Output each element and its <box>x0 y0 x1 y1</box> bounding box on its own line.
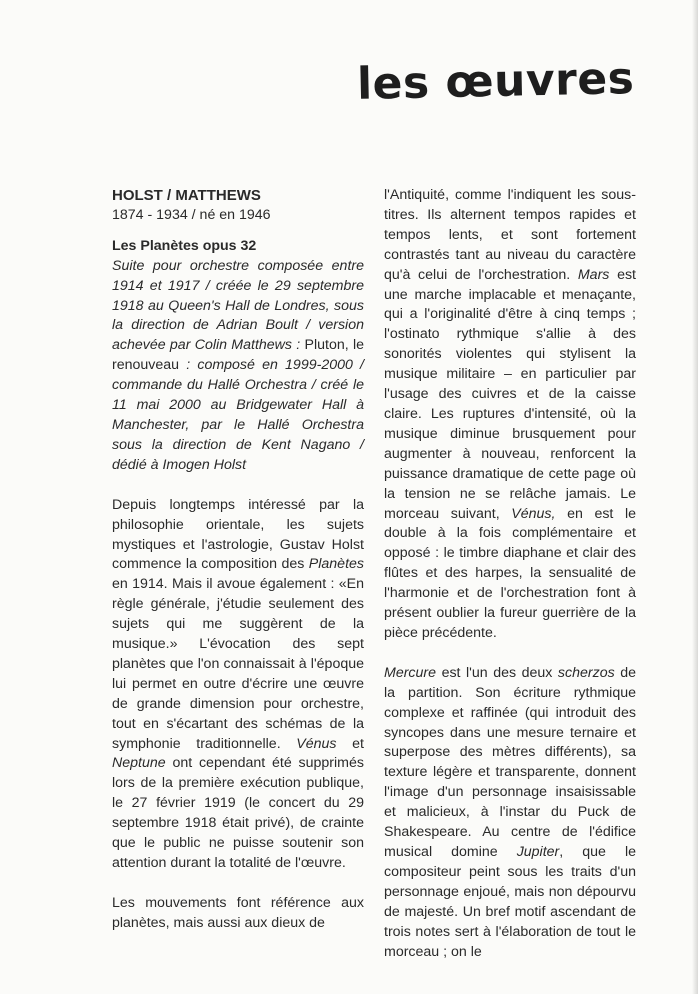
paragraph-intro: Depuis longtemps intéressé par la philosophie orientale, les sujets mystiques et l'astrologie, Gustav Holst commence la composition des Planètes en 1914. Mais il avoue également : «En règle générale, j'étudie seulement des sujets qui me suggèrent de la musique.» L'évocation des sept planètes que l'on connaissait à l'époque lui permet en outre d'écrire une œuvre de grande dimension pour orchestre, tout en s'écartant des schémas de la symphonie traditionnelle. Vénus et Neptune ont cependant été supprimés lors de la première exécution publique, le 27 février 1919 (le concert du 29 septembre 1918 était privé), de crainte que le public ne puisse soutenir son attention durant la totalité de l'œuvre. <box>112 496 364 871</box>
paragraph-mercure-jupiter: Mercure est l'un des deux scherzos de la partition. Son écriture rythmique complexe et raffinée (qui introduit des syncopes dans une mesure ternaire et superpose des mètres différents), sa texture légère et transparente, donnent l'image d'un personnage insaisissable et malicieux, à l'instar du Puck de Shakespeare. Au centre de l'édifice musical domine Jupiter, que le compositeur peint sous les traits d'un personnage enjoué, mais non dépourvu de majesté. Un bref motif ascendant de trois notes sert à l'élaboration de tout le morceau ; on le <box>384 664 636 960</box>
section-title: les œuvres <box>356 53 635 110</box>
composer-dates: 1874 - 1934 / né en 1946 <box>112 206 271 223</box>
work-title: Les Planètes opus 32 <box>112 237 257 254</box>
page-edge-shadow <box>692 0 698 994</box>
composer-name: HOLST / MATTHEWS <box>112 187 261 204</box>
paragraph-mars-venus: l'Antiquité, comme l'indiquent les sous-titres. Ils alternent tempos rapides et tempos lents, et sont fortement contrastés tant au niveau du caractère qu'à celui de l'orchestration. Mars est une marche implacable et menaçante, qui a l'originalité d'être à cinq temps ; l'ostinato rythmique s'allie à des sonorités violentes qui stylisent la musique militaire – en particulier par l'usage des cuivres et de la caisse claire. Les ruptures d'intensité, où la musique diminue brusquement pour augmenter à nouveau, renforcent la puissance dramatique de cette page où la tension ne se relâche jamais. Le morceau suivant, Vénus, en est le double à la fois complémentaire et opposé : le timbre diaphane et clair des flûtes et des harpes, la sensualité de l'harmonie et de l'orchestration font à présent oublier la fureur guerrière de la pièce précédente. <box>384 187 637 641</box>
work-credits: Suite pour orchestre composée entre 1914 et 1917 / créée le 29 septembre 1918 au Queen's Hall de Londres, sous la direction de Adrian Boult / version achevée par Colin Matthews : Pluton, le renouveau : composé en 1999-2000 / commande du Hallé Orchestra / créé le 11 mai 2000 au Bridgewater Hall à Manchester, par le Hallé Orchestra sous la direction de Kent Nagano / dédié à Imogen Holst <box>112 257 365 473</box>
left-column <box>112 186 364 934</box>
right-column <box>384 186 636 962</box>
paragraph-movements: Les mouvements font référence aux planètes, mais aussi aux dieux de <box>112 894 364 931</box>
